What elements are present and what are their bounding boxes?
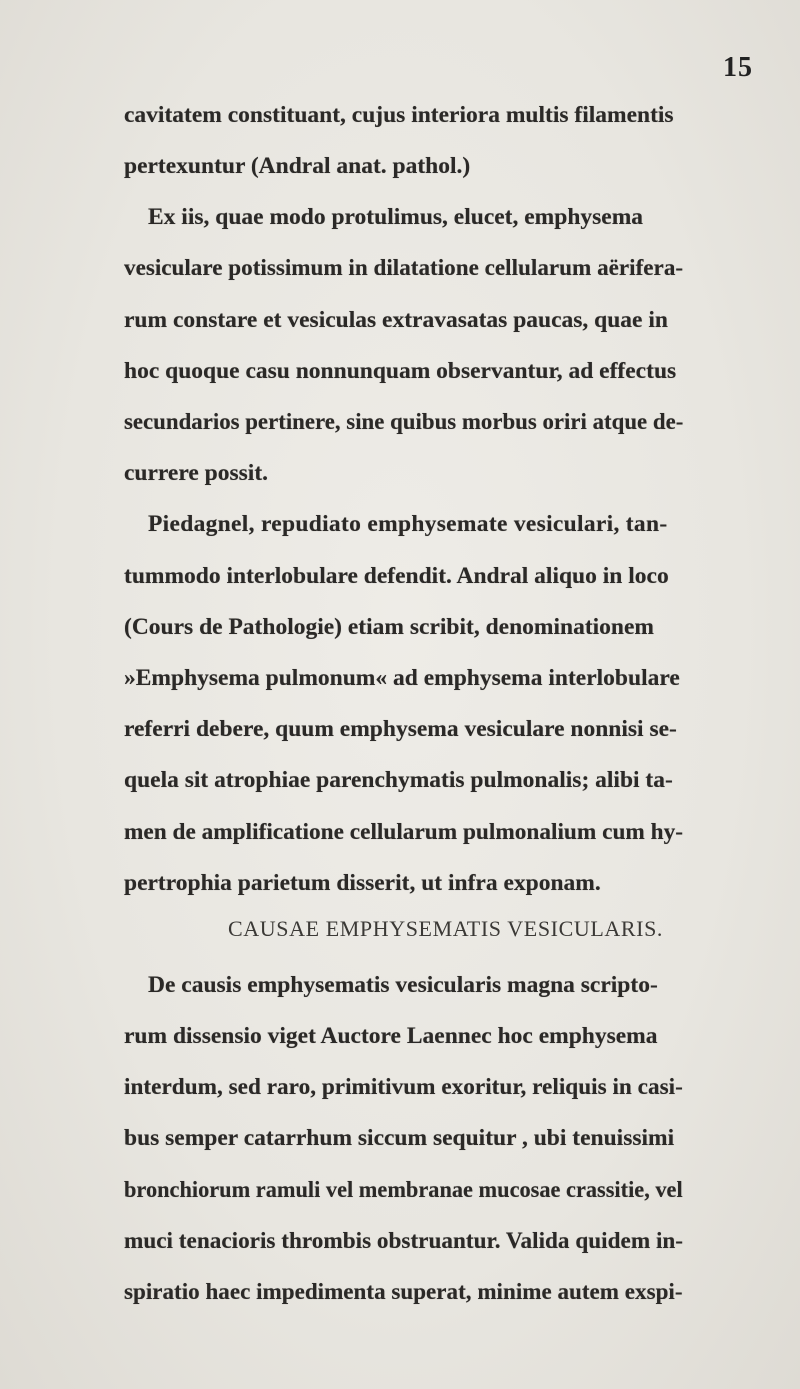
text-line: spiratio haec impedimenta superat, minime autem exspi- xyxy=(124,1279,683,1305)
text-line: quela sit atrophiae parenchymatis pulmonalis; alibi ta- xyxy=(124,767,673,793)
text-line: (Cours de Pathologie) etiam scribit, denominationem xyxy=(124,614,655,640)
text-line: vesiculare potissimum in dilatatione cellularum aërifera- xyxy=(124,255,684,281)
text-line: interdum, sed raro, primitivum exoritur, reliquis in casi- xyxy=(124,1074,683,1100)
text-line: tummodo interlobulare defendit. Andral aliquo in loco xyxy=(124,563,669,589)
text-line: Piedagnel, repudiato emphysemate vesiculari, tan- xyxy=(148,511,668,537)
text-line: currere possit. xyxy=(124,460,269,486)
text-line: cavitatem constituant, cujus interiora multis filamentis xyxy=(124,102,674,128)
section-heading: CAUSAE EMPHYSEMATIS VESICULARIS. xyxy=(228,916,664,941)
text-line: Ex iis, quae modo protulimus, elucet, emphysema xyxy=(148,204,644,230)
text-line: rum dissensio viget Auctore Laennec hoc emphysema xyxy=(124,1023,658,1049)
text-line: referri debere, quum emphysema vesiculare nonnisi se- xyxy=(124,716,677,742)
text-line: »Emphysema pulmonum« ad emphysema interlobulare xyxy=(124,665,680,691)
text-line: secundarios pertinere, sine quibus morbus oriri atque de- xyxy=(124,409,684,435)
text-line: pertrophia parietum disserit, ut infra exponam. xyxy=(124,870,601,896)
text-line: De causis emphysematis vesicularis magna scripto- xyxy=(148,972,658,998)
text-line: pertexuntur (Andral anat. pathol.) xyxy=(124,153,471,179)
text-line: bus semper catarrhum siccum sequitur , ubi tenuissimi xyxy=(124,1125,675,1151)
text-line: muci tenacioris thrombis obstruantur. Valida quidem in- xyxy=(124,1228,684,1254)
text-line: bronchiorum ramuli vel membranae mucosae crassitie, vel xyxy=(124,1177,683,1203)
page-number: 15 xyxy=(723,52,753,83)
text-line: men de amplificatione cellularum pulmonalium cum hy- xyxy=(124,819,683,845)
text-line: hoc quoque casu nonnunquam observantur, ad effectus xyxy=(124,358,677,384)
text-line: rum constare et vesiculas extravasatas paucas, quae in xyxy=(124,307,668,333)
